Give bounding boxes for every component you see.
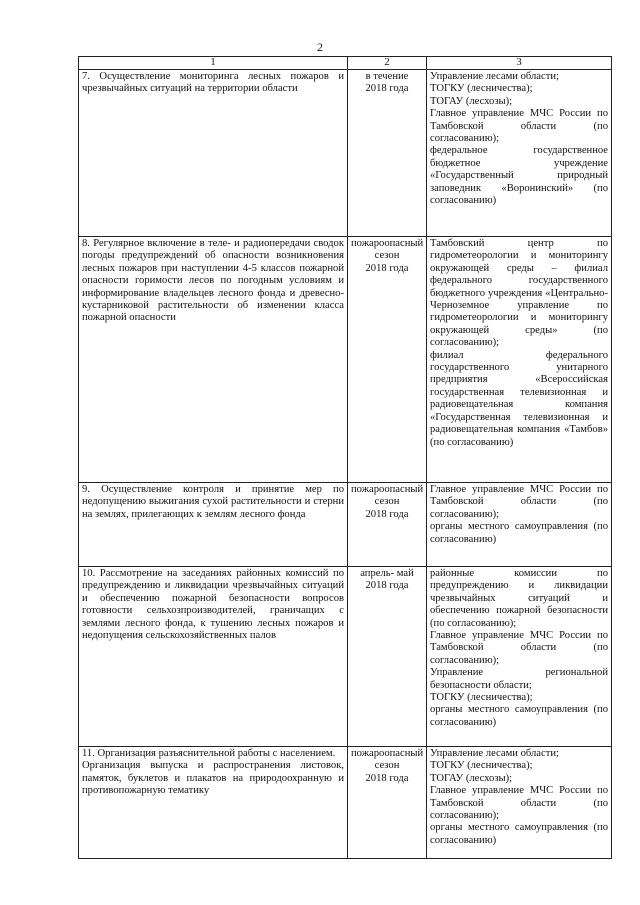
term-cell: пожароопасный сезон 2018 года	[348, 483, 427, 567]
activity-cell: 11. Организация разъяснительной работы с населением. Организация выпуска и распространения листовок, памяток, буклетов и плакатов на природоохранную и противопожарную тематику	[79, 747, 348, 859]
term-cell: в течение 2018 года	[348, 70, 427, 237]
table-row	[79, 747, 612, 859]
header-col-2: 2	[348, 57, 427, 70]
header-col-1: 1	[79, 57, 348, 70]
activity-cell: 9. Осуществление контроля и принятие мер по недопущению выжигания сухой растительности и стерни на землях, прилегающих к землям лесного фонда	[79, 483, 348, 567]
table-row	[79, 70, 612, 237]
activity-cell: 8. Регулярное включение в теле- и радиопередачи сводок погоды предупреждений об опасности возникновения лесных пожаров при наступлении 4-5 классов пожарной опасности горимости лесов по погодным условиям и информирование владельцев лесного фонда и древесно-кустарниковой растительности об изменении класса пожарной опасности	[79, 237, 348, 483]
term-cell: пожароопасный сезон 2018 года	[348, 237, 427, 483]
executors-cell: Тамбовский центр по гидрометеорологии и мониторингу окружающей среды – филиал федерального государственного бюджетного учреждения «Центрально- Черноземное управление по гидрометеорологии и мониторингу окружающей среды» (по согласованию); филиал федерального государственного унитарного предприятия «Всероссийская государственная телевизионная и радиовещательная компания «Государственная телевизионная и радиовещательная компания «Тамбов» (по согласованию)	[427, 237, 612, 483]
executors-cell: Главное управление МЧС России по Тамбовской области (по согласованию); органы местного самоуправления (по согласованию)	[427, 483, 612, 567]
measures-table	[78, 56, 612, 859]
table-row	[79, 567, 612, 747]
table-row	[79, 483, 612, 567]
term-cell: пожароопасный сезон 2018 года	[348, 747, 427, 859]
page-number: 2	[317, 40, 323, 54]
header-col-3: 3	[427, 57, 612, 70]
activity-cell: 7. Осуществление мониторинга лесных пожаров и чрезвычайных ситуаций на территории области	[79, 70, 348, 237]
activity-cell: 10. Рассмотрение на заседаниях районных комиссий по предупреждению и ликвидации чрезвычайных ситуаций и обеспечению пожарной безопасности вопросов готовности сельхозпроизводителей, граничащих с землями лесного фонда, к тушению лесных пожаров и недопущения сельскохозяйственных палов	[79, 567, 348, 747]
table-row	[79, 237, 612, 483]
table-header-row	[79, 57, 612, 70]
executors-cell: Управление лесами области; ТОГКУ (лесничества); ТОГАУ (лесхозы); Главное управление МЧС России по Тамбовской области (по согласованию); федеральное государственное бюджетное учреждение «Государственный природный заповедник «Воронинский» (по согласованию)	[427, 70, 612, 237]
executors-cell: Управление лесами области; ТОГКУ (лесничества); ТОГАУ (лесхозы); Главное управление МЧС России по Тамбовской области (по согласованию); органы местного самоуправления (по согласованию)	[427, 747, 612, 859]
executors-cell: районные комиссии по предупреждению и ликвидации чрезвычайных ситуаций и обеспечению пожарной безопасности (по согласованию); Главное управление МЧС России по Тамбовской области (по согласованию); Управление региональной безопасности области; ТОГКУ (лесничества); органы местного самоуправления (по согласованию)	[427, 567, 612, 747]
term-cell: апрель- май 2018 года	[348, 567, 427, 747]
